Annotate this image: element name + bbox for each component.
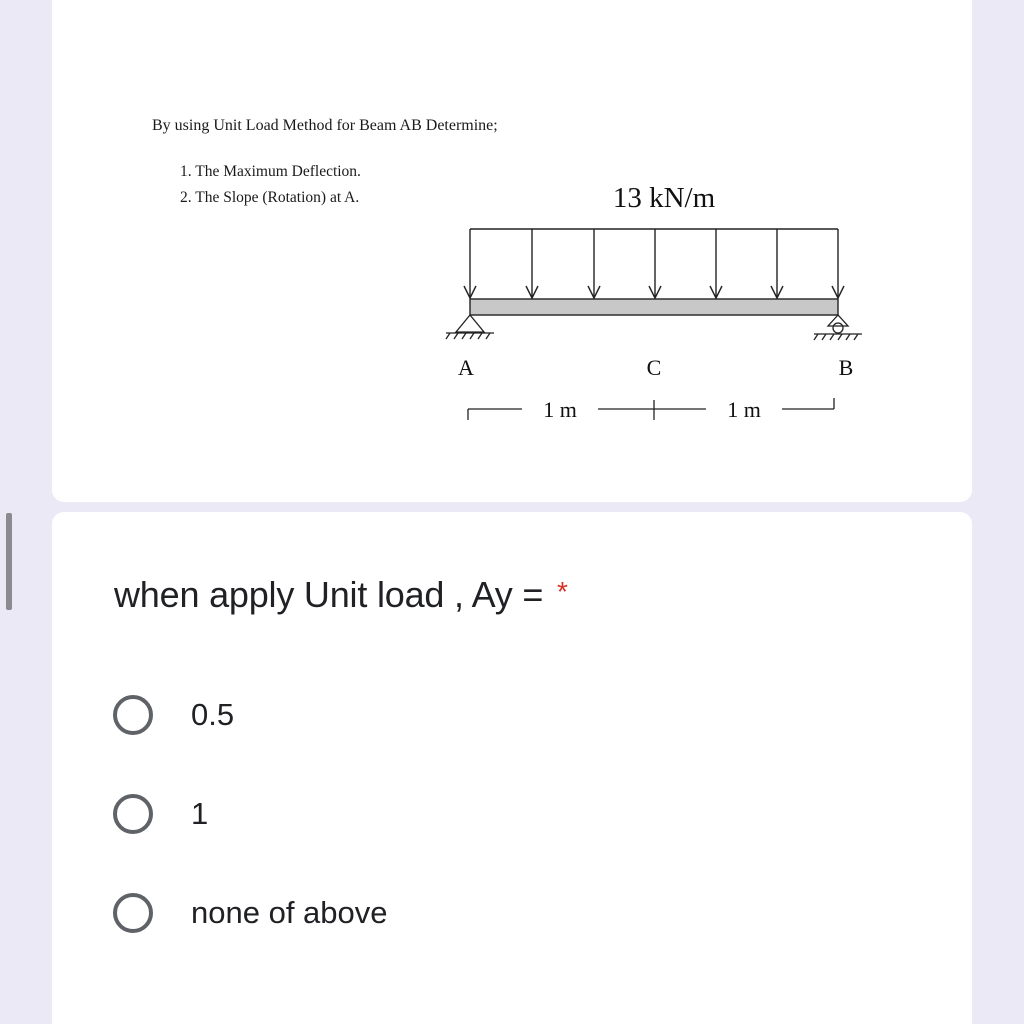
span-label-ac: 1 m	[543, 397, 577, 422]
load-label: 13 kN/m	[612, 182, 716, 214]
active-question-indicator	[6, 513, 12, 610]
roller-support-b	[814, 315, 862, 340]
required-marker: *	[557, 576, 568, 607]
option-none-of-above[interactable]	[113, 888, 388, 938]
task-item-slope-at-a: 2. The Slope (Rotation) at A.	[180, 189, 360, 206]
point-label-a: A	[458, 355, 474, 380]
beam-ab	[470, 299, 838, 315]
radio-button-icon[interactable]	[113, 893, 153, 933]
point-label-c: C	[646, 355, 662, 380]
option-label: none of above	[191, 895, 388, 930]
pin-support-a	[446, 315, 494, 339]
option-0-5[interactable]	[113, 690, 234, 740]
span-label-cb: 1 m	[727, 397, 761, 422]
radio-button-icon[interactable]	[113, 794, 153, 834]
dimension-line	[468, 398, 834, 420]
option-label: 0.5	[191, 697, 235, 732]
option-1[interactable]	[113, 789, 208, 839]
question-text: when apply Unit load , Ay =	[114, 574, 554, 615]
problem-intro: By using Unit Load Method for Beam AB Determine;	[152, 117, 498, 134]
point-label-b: B	[838, 355, 854, 380]
radio-button-icon[interactable]	[113, 695, 153, 735]
distributed-load	[464, 229, 844, 298]
option-label: 1	[191, 796, 209, 831]
question-title	[114, 574, 568, 616]
task-item-maximum-deflection: 1. The Maximum Deflection.	[180, 163, 361, 180]
